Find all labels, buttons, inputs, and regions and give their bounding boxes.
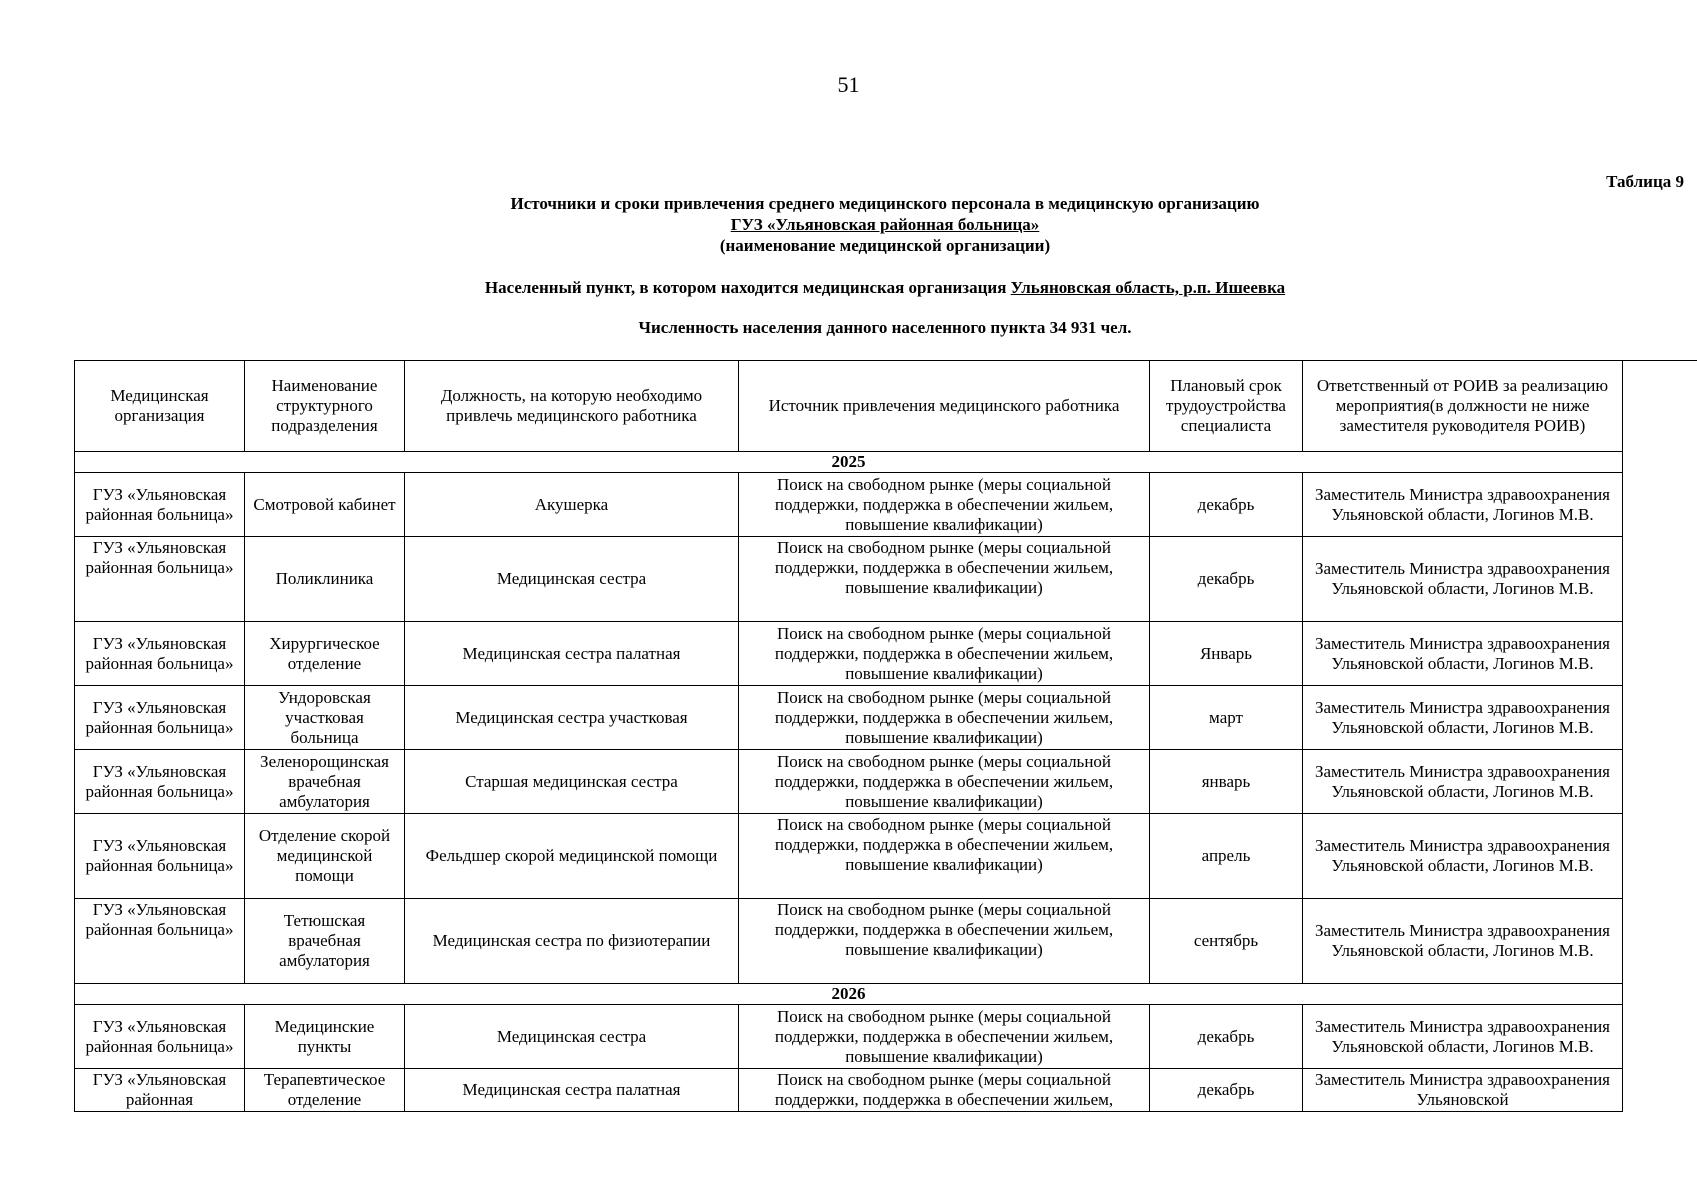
table-row bbox=[75, 899, 1623, 984]
title-line: Источники и сроки привлечения среднего медицинского персонала в медицинскую организацию bbox=[510, 194, 1260, 213]
cell-term: декабрь bbox=[1150, 473, 1303, 537]
cell-responsible: Заместитель Министра здравоохранения Ульяновской области, Логинов М.В. bbox=[1303, 537, 1623, 622]
cell-org: ГУЗ «Ульяновская районная больница» bbox=[75, 622, 245, 686]
cell-position: Медицинская сестра палатная bbox=[405, 1069, 739, 1112]
table-row bbox=[75, 814, 1623, 899]
document-title bbox=[350, 193, 1420, 256]
cell-responsible: Заместитель Министра здравоохранения Ульяновской области, Логинов М.В. bbox=[1303, 622, 1623, 686]
table-row bbox=[75, 750, 1623, 814]
cell-position: Акушерка bbox=[405, 473, 739, 537]
cell-responsible: Заместитель Министра здравоохранения Ульяновской области, Логинов М.В. bbox=[1303, 814, 1623, 899]
cell-unit: Терапевтическое отделение bbox=[245, 1069, 405, 1112]
organization-caption: (наименование медицинской организации) bbox=[719, 236, 1051, 255]
population-line: Численность населения данного населенного пункта 34 931 чел. bbox=[638, 318, 1132, 337]
cell-source: Поиск на свободном рынке (меры социальной поддержки, поддержка в обеспечении жильем, повышение квалификации) bbox=[739, 814, 1150, 899]
cell-org: ГУЗ «Ульяновская районная больница» bbox=[75, 1005, 245, 1069]
header-responsible: Ответственный от РОИВ за реализацию мероприятия(в должности не ниже заместителя руководителя РОИВ) bbox=[1303, 361, 1623, 452]
cell-responsible: Заместитель Министра здравоохранения Ульяновской области, Логинов М.В. bbox=[1303, 473, 1623, 537]
page-number: 51 bbox=[837, 72, 860, 97]
header-org: Медицинская организация bbox=[75, 361, 245, 452]
cell-unit: Тетюшская врачебная амбулатория bbox=[245, 899, 405, 984]
cell-position: Медицинская сестра по физиотерапии bbox=[405, 899, 739, 984]
cell-responsible: Заместитель Министра здравоохранения Ульяновской bbox=[1303, 1069, 1623, 1112]
cell-responsible: Заместитель Министра здравоохранения Ульяновской области, Логинов М.В. bbox=[1303, 750, 1623, 814]
cell-source: Поиск на свободном рынке (меры социальной поддержки, поддержка в обеспечении жильем, повышение квалификации) bbox=[739, 899, 1150, 984]
cell-org: ГУЗ «Ульяновская районная больница» bbox=[75, 686, 245, 750]
cell-unit: Смотровой кабинет bbox=[245, 473, 405, 537]
locality-label: Населенный пункт, в котором находится медицинская организация bbox=[484, 278, 1007, 297]
header-source: Источник привлечения медицинского работника bbox=[739, 361, 1150, 452]
staffing-table bbox=[74, 360, 1623, 1112]
cell-unit: Медицинские пункты bbox=[245, 1005, 405, 1069]
locality-value: Ульяновская область, р.п. Ишеевка bbox=[1010, 278, 1286, 297]
cell-position: Фельдшер скорой медицинской помощи bbox=[405, 814, 739, 899]
table-label: Таблица 9 bbox=[1606, 172, 1684, 191]
cell-source: Поиск на свободном рынке (меры социальной поддержки, поддержка в обеспечении жильем, повышение квалификации) bbox=[739, 686, 1150, 750]
year-row-2026 bbox=[75, 984, 1623, 1005]
cell-term: сентябрь bbox=[1150, 899, 1303, 984]
cell-term: март bbox=[1150, 686, 1303, 750]
header-unit: Наименование структурного подразделения bbox=[245, 361, 405, 452]
cell-unit: Зеленорощинская врачебная амбулатория bbox=[245, 750, 405, 814]
year-2025: 2025 bbox=[75, 452, 1623, 473]
table-row bbox=[75, 686, 1623, 750]
table-row bbox=[75, 622, 1623, 686]
cell-source: Поиск на свободном рынке (меры социальной поддержки, поддержка в обеспечении жильем, повышение квалификации) bbox=[739, 622, 1150, 686]
table-header-row bbox=[75, 361, 1623, 452]
cell-position: Старшая медицинская сестра bbox=[405, 750, 739, 814]
year-2026: 2026 bbox=[75, 984, 1623, 1005]
cell-term: апрель bbox=[1150, 814, 1303, 899]
cell-term: Январь bbox=[1150, 622, 1303, 686]
year-row-2025 bbox=[75, 452, 1623, 473]
cell-term: декабрь bbox=[1150, 1005, 1303, 1069]
table-row bbox=[75, 537, 1623, 622]
table-row bbox=[75, 1005, 1623, 1069]
cell-org: ГУЗ «Ульяновская районная больница» bbox=[75, 537, 245, 622]
cell-source: Поиск на свободном рынке (меры социальной поддержки, поддержка в обеспечении жильем, bbox=[739, 1069, 1150, 1112]
cell-source: Поиск на свободном рынке (меры социальной поддержки, поддержка в обеспечении жильем, повышение квалификации) bbox=[739, 537, 1150, 622]
table-row bbox=[75, 473, 1623, 537]
cell-position: Медицинская сестра участковая bbox=[405, 686, 739, 750]
organization-name: ГУЗ «Ульяновская районная больница» bbox=[730, 215, 1040, 234]
cell-responsible: Заместитель Министра здравоохранения Ульяновской области, Логинов М.В. bbox=[1303, 1005, 1623, 1069]
header-position: Должность, на которую необходимо привлечь медицинского работника bbox=[405, 361, 739, 452]
cell-term: январь bbox=[1150, 750, 1303, 814]
cell-term: декабрь bbox=[1150, 537, 1303, 622]
table-row bbox=[75, 1069, 1623, 1112]
cell-position: Медицинская сестра bbox=[405, 1005, 739, 1069]
cell-position: Медицинская сестра bbox=[405, 537, 739, 622]
cell-source: Поиск на свободном рынке (меры социальной поддержки, поддержка в обеспечении жильем, повышение квалификации) bbox=[739, 473, 1150, 537]
cell-source: Поиск на свободном рынке (меры социальной поддержки, поддержка в обеспечении жильем, повышение квалификации) bbox=[739, 1005, 1150, 1069]
cell-org: ГУЗ «Ульяновская районная больница» bbox=[75, 473, 245, 537]
cell-source: Поиск на свободном рынке (меры социальной поддержки, поддержка в обеспечении жильем, повышение квалификации) bbox=[739, 750, 1150, 814]
cell-responsible: Заместитель Министра здравоохранения Ульяновской области, Логинов М.В. bbox=[1303, 899, 1623, 984]
cell-unit: Ундоровская участковая больница bbox=[245, 686, 405, 750]
cell-org: ГУЗ «Ульяновская районная bbox=[75, 1069, 245, 1112]
cell-responsible: Заместитель Министра здравоохранения Ульяновской области, Логинов М.В. bbox=[1303, 686, 1623, 750]
cell-unit: Поликлиника bbox=[245, 537, 405, 622]
cell-unit: Хирургическое отделение bbox=[245, 622, 405, 686]
cell-org: ГУЗ «Ульяновская районная больница» bbox=[75, 814, 245, 899]
cell-position: Медицинская сестра палатная bbox=[405, 622, 739, 686]
cell-term: декабрь bbox=[1150, 1069, 1303, 1112]
header-term: Плановый срок трудоустройства специалиста bbox=[1150, 361, 1303, 452]
cell-unit: Отделение скорой медицинской помощи bbox=[245, 814, 405, 899]
cell-org: ГУЗ «Ульяновская районная больница» bbox=[75, 899, 245, 984]
cell-org: ГУЗ «Ульяновская районная больница» bbox=[75, 750, 245, 814]
locality-line bbox=[350, 278, 1420, 298]
